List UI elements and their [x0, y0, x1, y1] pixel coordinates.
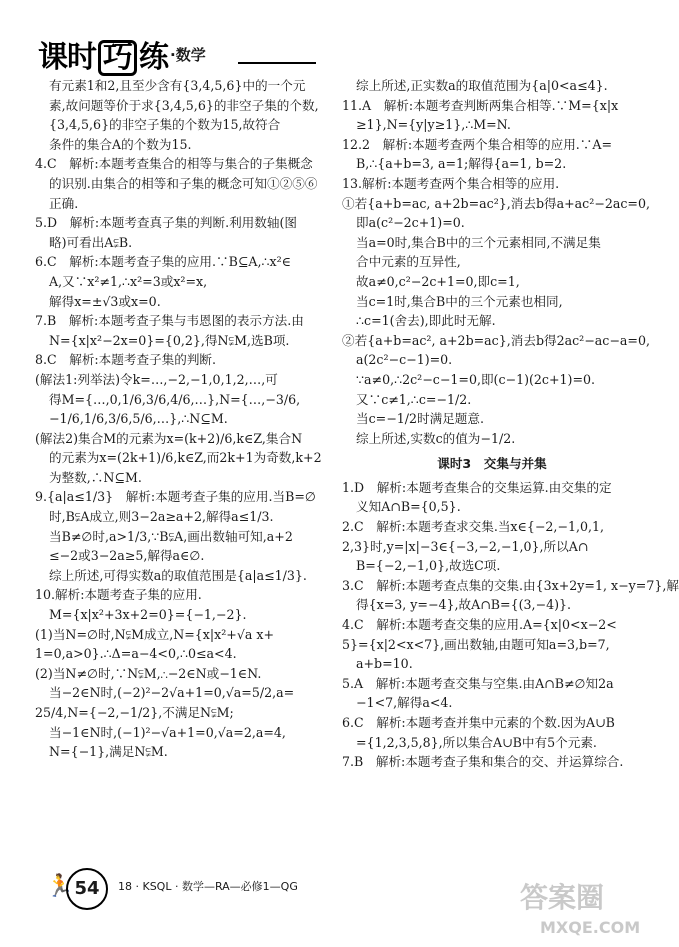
text-line: (1)当N=∅时,N⫋M成立,N={x|x²+√a x+: [35, 626, 275, 642]
text-line: 11.A 解析:本题考查判断两集合相等.∵M={x|x: [342, 97, 619, 113]
text-line: 25/4,N={−2,−1/2},不满足N⫋M;: [35, 705, 234, 720]
text-line: 6.C 解析:本题考查并集中元素的个数.因为A∪B: [342, 715, 615, 730]
section-heading: 课时3 交集与并集: [437, 456, 547, 472]
text-line: (2)当N≠∅时,∵N⫋M,∴−2∈N或−1∈N.: [35, 665, 262, 681]
text-line: 1.D 解析:本题考查集合的交集运算.由交集的定: [342, 479, 612, 495]
brand-text-a: 课时: [38, 40, 96, 75]
text-line: ={1,2,3,5,8},所以集合A∪B中有5个元素.: [356, 734, 597, 750]
text-line: ≥1},N={y|y≥1},∴M=N.: [356, 117, 511, 133]
text-line: 4.C 解析:本题考查交集的应用.A={x|0<x−2<: [342, 617, 617, 633]
watermark-url: MXQE.COM: [540, 918, 641, 937]
text-line: 12.2 解析:本题考查两个集合相等的应用.∵A=: [342, 136, 613, 152]
text-line: 条件的集合A的个数为15.: [49, 136, 192, 152]
text-line: N={−1},满足N⫋M.: [49, 744, 168, 760]
text-line: 2,3}时,y=|x|−3∈{−3,−2,−1,0},所以A∩: [342, 538, 589, 554]
text-line: 5}={x|2<x<7},画出数轴,由题可知a=3,b=7,: [342, 636, 610, 652]
text-line: ≤−2或3−2a≥5,解得a∈∅.: [49, 548, 205, 564]
text-line: M={x|x²+3x+2=0}={−1,−2}.: [49, 607, 247, 623]
book-code: 18 · KSQL · 数学—RA—必修1—QG: [118, 880, 298, 893]
text-line: 又∵c≠1,∴c=−1/2.: [356, 391, 472, 407]
text-line: A,又∵x²≠1,∴x²=3或x²=x,: [49, 273, 208, 289]
text-line: 得{x=3, y=−4},故A∩B={(3,−4)}.: [356, 597, 572, 613]
text-line: 10.解析:本题考查子集的应用.: [35, 587, 202, 603]
text-line: 5.D 解析:本题考查真子集的判断.利用数轴(图: [35, 215, 297, 231]
text-line: 当B≠∅时,a>1/3,∵B⫋A,画出数轴可知,a+2: [49, 528, 293, 544]
text-line: 13.解析:本题考查两个集合相等的应用.: [342, 175, 560, 191]
text-line: 略)可看出A⫋B.: [49, 234, 133, 250]
text-line: ①若{a+b=ac, a+2b=ac²},消去b得a+ac²−2ac=0,: [342, 195, 650, 211]
text-line: 当a=0时,集合B中的三个元素相同,不满足集: [356, 234, 601, 250]
text-line: 合中元素的互异性,: [356, 254, 461, 270]
text-line: 2.C 解析:本题考查求交集.当x∈{−2,−1,0,1,: [342, 519, 605, 535]
text-line: a(2c²−c−1)=0.: [356, 352, 453, 368]
watermark-logo: 答案圈: [520, 881, 605, 914]
text-line: 综上所述,可得实数a的取值范围是{a|a≤1/3}.: [49, 567, 307, 583]
text-line: B={−2,−1,0},故选C项.: [356, 558, 501, 574]
text-line: 解得x=±√3或x=0.: [49, 293, 161, 309]
right-answers: [342, 76, 650, 448]
text-line: −1/6,1/6,3/6,5/6,…},∴N⊆M.: [49, 411, 228, 427]
text-line: 综上所述,正实数a的取值范围为{a|0<a≤4}.: [356, 78, 608, 93]
text-line: 7.B 解析:本题考查子集与韦恩图的表示方法.由: [35, 313, 304, 329]
text-line: ∴c=1(舍去),即此时无解.: [356, 313, 496, 329]
brand-logo: [38, 32, 168, 76]
text-line: 故a≠0,c²−2c+1=0,即c=1,: [356, 273, 520, 289]
page-header: [38, 30, 638, 75]
text-line: 7.B 解析:本题考查子集和集合的交、并运算综合.: [342, 754, 624, 770]
subject-label: ·数学: [170, 46, 206, 64]
right-column: [342, 76, 679, 772]
text-line: 综上所述,实数c的值为−1/2.: [356, 430, 516, 446]
text-line: 当−2∈N时,(−2)²−2√a+1=0,√a=5/2,a=: [49, 685, 295, 701]
text-line: 3.C 解析:本题考查点集的交集.由{3x+2y=1, x−y=7},解: [342, 577, 679, 593]
text-line: 时,B⫋A成立,则3−2a≥a+2,解得a≤1/3.: [49, 509, 274, 525]
text-line: 5.A 解析:本题考查交集与空集.由A∩B≠∅知2a: [342, 675, 614, 691]
text-line: ∵a≠0,∴2c²−c−1=0,即(c−1)(2c+1)=0.: [356, 371, 596, 387]
text-line: 素,故问题等价于求{3,4,5,6}的非空子集的个数,: [49, 97, 319, 113]
text-line: 即a(c²−2c+1)=0.: [356, 215, 465, 231]
text-line: {3,4,5,6}的非空子集的个数为15,故符合: [49, 117, 281, 133]
text-line: 当c=−1/2时满足题意.: [356, 411, 484, 427]
text-line: a+b=10.: [356, 656, 413, 672]
text-line: N={x|x²−2x=0}={0,2},得N⫋M,选B项.: [49, 332, 290, 348]
text-line: 得M={…,0,1/6,3/6,4/6,…},N={…,−3/6,: [49, 391, 301, 407]
text-line: (解法1:列举法)令k=…,−2,−1,0,1,2,…,可: [35, 371, 278, 387]
text-line: 8.C 解析:本题考查子集的判断.: [35, 352, 217, 368]
text-line: 4.C 解析:本题考查集合的相等与集合的子集概念: [35, 156, 313, 172]
runner-icon: 🏃: [46, 874, 74, 899]
text-line: 的识别.由集合的相等和子集的概念可知①②⑤⑥: [49, 175, 318, 191]
text-line: 当c=1时,集合B中的三个元素也相同,: [356, 293, 563, 309]
section-answers: [342, 478, 679, 772]
text-line: 正确.: [49, 195, 79, 211]
left-column: [35, 76, 330, 762]
text-line: 义知A∩B={0,5}.: [356, 499, 461, 515]
header-rule: [238, 62, 316, 64]
text-line: 当−1∈N时,(−1)²−√a+1=0,√a=2,a=4,: [49, 724, 286, 740]
page-number: 54: [66, 868, 108, 910]
text-line: (解法2)集合M的元素为x=(k+2)/6,k∈Z,集合N: [35, 430, 303, 446]
brand-text-box: 巧: [98, 40, 137, 76]
text-line: 为整数,∴N⊆M.: [49, 469, 142, 485]
brand-text-b: 练: [139, 40, 168, 75]
text-line: 1=0,a>0}.∴Δ=a−4<0,∴0≤a<4.: [35, 646, 237, 662]
text-line: ②若{a+b=ac², a+2b=ac},消去b得2ac²−ac−a=0,: [342, 332, 650, 348]
text-line: 6.C 解析:本题考查子集的应用.∵B⊆A,∴x²∈: [35, 254, 292, 270]
text-line: 有元素1和2,且至少含有{3,4,5,6}中的一个元: [49, 78, 306, 93]
text-line: 的元素为x=(2k+1)/6,k∈Z,而2k+1为奇数,k+2: [49, 450, 322, 466]
text-line: −1<7,解得a<4.: [356, 695, 453, 711]
text-line: B,∴{a+b=3, a=1;解得{a=1, b=2.: [356, 156, 567, 172]
text-line: 9.{a|a≤1/3} 解析:本题考查子集的应用.当B=∅: [35, 489, 316, 505]
